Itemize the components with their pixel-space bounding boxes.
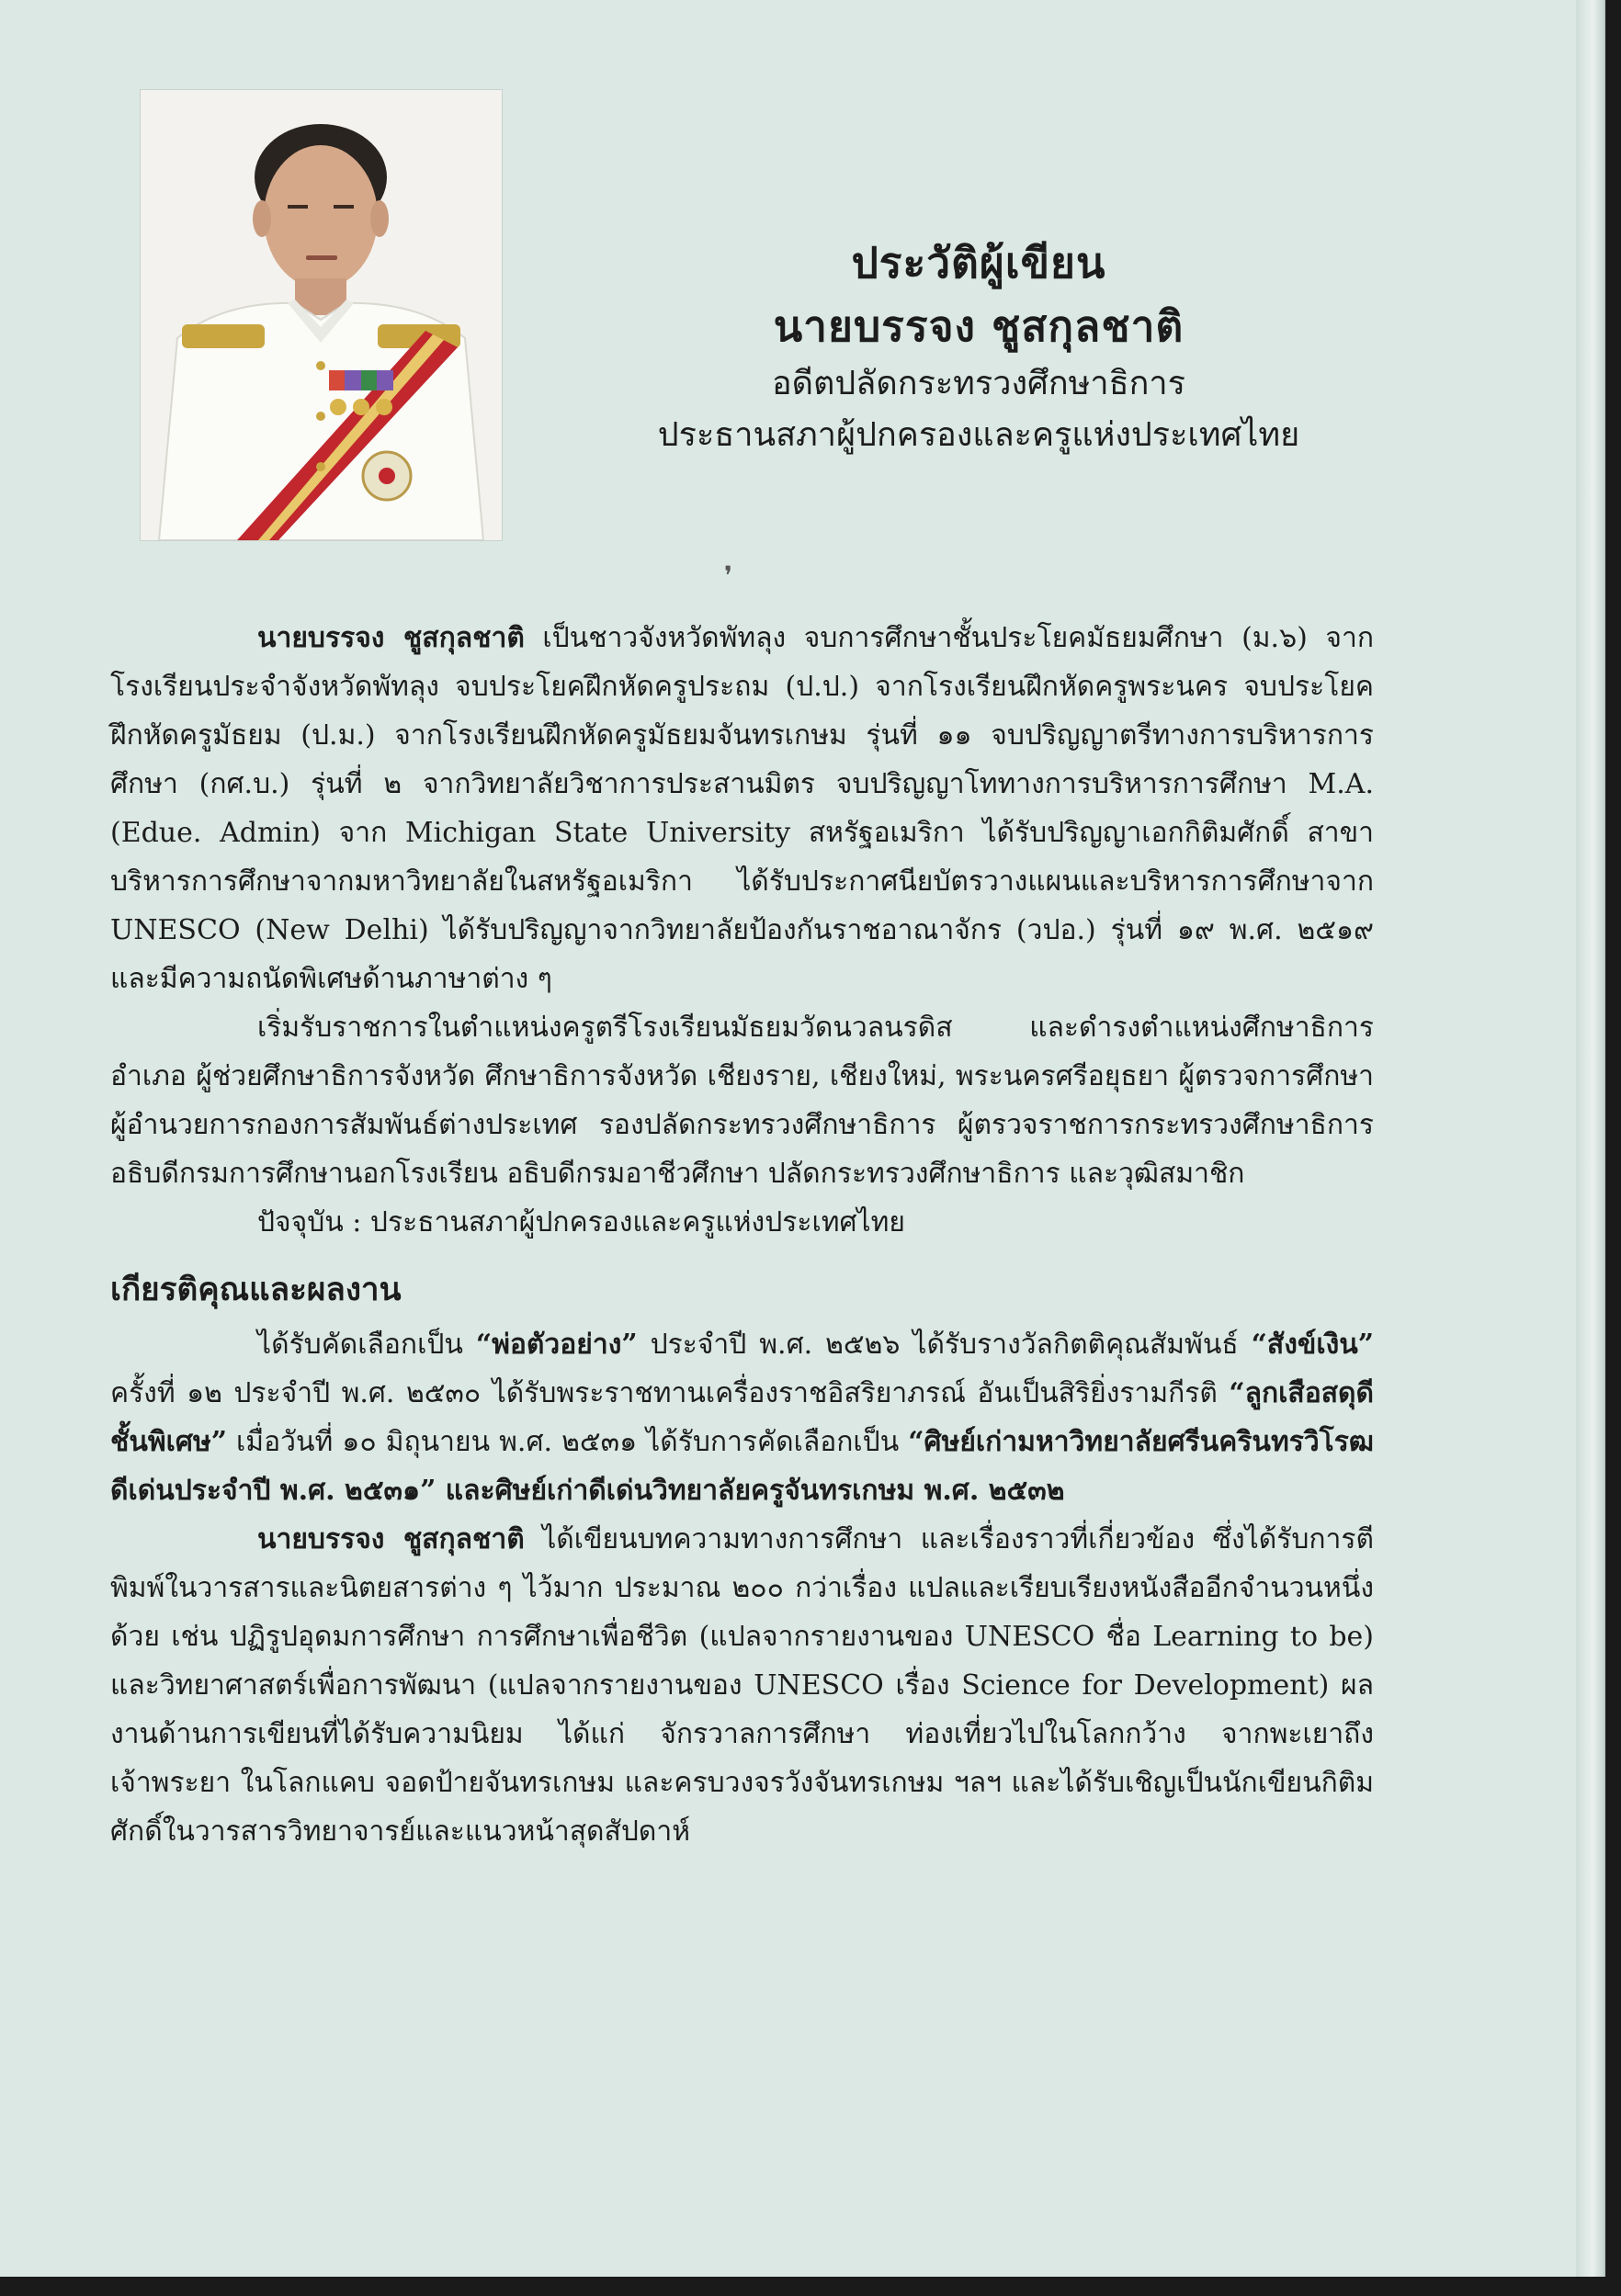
bio-paragraph-education: [110, 614, 1374, 1003]
honors-text-4: เมื่อวันที่ ๑๐ มิถุนายน พ.ศ. ๒๕๓๑ ได้รับการคัดเลือกเป็น: [226, 1426, 909, 1458]
honors-bold-4: “ศิษย์เก่ามหาวิทยาลัยศรีนครินทรวิโรฒดีเด่นประจำปี พ.ศ. ๒๕๓๑” และศิษย์เก่าดีเด่นวิทยาลัยครูจันทรเกษม พ.ศ. ๒๕๓๒: [110, 1426, 1374, 1507]
page-title: ประวัติผู้เขียน: [851, 238, 1106, 288]
bio-paragraph-career: เริ่มรับราชการในตำแหน่งครูตรีโรงเรียนมัธยมวัดนวลนรดิส และดำรงตำแหน่งศึกษาธิการอำเภอ ผู้ช่วยศึกษาธิการจังหวัด ศึกษาธิการจังหวัด เชียงราย, เชียงใหม่, พระนครศรีอยุธยา ผู้ตรวจการศึกษา ผู้อำนวยการกองการสัมพันธ์ต่างประเทศ รองปลัดกระทรวงศึกษาธิการ ผู้ตรวจราชการกระทรวงศึกษาธิการ อธิบดีกรมการศึกษานอกโรงเรียน อธิบดีกรมอาชีวศึกษา ปลัดกระทรวงศึกษาธิการ และวุฒิสมาชิก: [110, 1012, 1374, 1190]
honors-bold-2: “สังข์เงิน”: [1251, 1329, 1375, 1361]
honors-paragraph-awards: [110, 1320, 1374, 1515]
honors-text-3: ครั้งที่ ๑๒ ประจำปี พ.ศ. ๒๕๓๐ ได้รับพระราชทานเครื่องราชอิสริยาภรณ์ อันเป็นสิริยิ่งรามกีรติ: [110, 1377, 1230, 1409]
author-name: นายบรรจง ชูสกุลชาติ: [773, 301, 1185, 351]
author-role-current: ประธานสภาผู้ปกครองและครูแห่งประเทศไทย: [657, 415, 1300, 454]
bio-education-text: เป็นชาวจังหวัดพัทลุง จบการศึกษาชั้นประโยคมัธยมศึกษา (ม.๖) จากโรงเรียนประจำจังหวัดพัทลุง จบประโยคฝึกหัดครูประถม (ป.ป.) จากโรงเรียนฝึกหัดครูพระนคร จบประโยคฝึกหัดครูมัธยม (ป.ม.) จากโรงเรียนฝึกหัดครูมัธยมจันทรเกษม รุ่นที่ ๑๑ จบปริญญาตรีทางการบริหารการศึกษา (กศ.บ.) รุ่นที่ ๒ จากวิทยาลัยวิชาการประสานมิตร จบปริญญาโททางการบริหารการศึกษา M.A. (Edue. Admin) จาก Michigan State University สหรัฐอเมริกา ได้รับปริญญาเอกกิติมศักดิ์ สาขาบริหารการศึกษาจากมหาวิทยาลัยในสหรัฐอเมริกา ได้รับประกาศนียบัตรวางแผนและบริหารการศึกษาจาก UNESCO (New Delhi) ได้รับปริญญาจากวิทยาลัยป้องกันราชอาณาจักร (วปอ.) รุ่นที่ ๑๙ พ.ศ. ๒๕๑๙ และมีความถนัดพิเศษด้านภาษาต่าง ๆ: [110, 622, 1374, 995]
author-portrait: [140, 89, 503, 541]
honors-text-2: ประจำปี พ.ศ. ๒๕๒๖ ได้รับรางวัลกิตติคุณสัมพันธ์: [637, 1329, 1252, 1361]
print-mark: ❜: [724, 560, 733, 591]
honors-text-1: ได้รับคัดเลือกเป็น: [257, 1329, 476, 1361]
biography-body: [110, 614, 1374, 1856]
author-role-former: อดีตปลัดกระทรวงศึกษาธิการ: [772, 365, 1185, 402]
honors-writing-text: ได้เขียนบทความทางการศึกษา และเรื่องราวที่เกี่ยวข้อง ซึ่งได้รับการตีพิมพ์ในวารสารและนิตยสารต่าง ๆ ไว้มาก ประมาณ ๒๐๐ กว่าเรื่อง แปลและเรียบเรียงหนังสืออีกจำนวนหนึ่งด้วย เช่น ปฏิรูปอุดมการศึกษา การศึกษาเพื่อชีวิต (แปลจากรายงานของ UNESCO ชื่อ Learning to be) และวิทยาศาสตร์เพื่อการพัฒนา (แปลจากรายงานของ UNESCO เรื่อง Science for Development) ผลงานด้านการเขียนที่ได้รับความนิยม ได้แก่ จักรวาลการศึกษา ท่องเที่ยวไปในโลกกว้าง จากพะเยาถึงเจ้าพระยา ในโลกแคบ จอดป้ายจันทรเกษม และครบวงจรวังจันทรเกษม ฯลฯ และได้รับเชิญเป็นนักเขียนกิติมศักดิ์ในวารสารวิทยาจารย์และแนวหน้าสุดสัปดาห์: [110, 1523, 1374, 1848]
bio-paragraph-current: ปัจจุบัน : ประธานสภาผู้ปกครองและครูแห่งประเทศไทย: [257, 1206, 905, 1238]
book-spine-edge: [1576, 0, 1604, 2277]
honors-bold-3: “ลูกเสือสดุดีชั้นพิเศษ”: [110, 1377, 1374, 1458]
honors-bold-1: “พ่อตัวอย่าง”: [475, 1329, 638, 1361]
honors-name-bold: นายบรรจง ชูสกุลชาติ: [257, 1523, 525, 1555]
honors-paragraph-writing: [110, 1515, 1374, 1856]
bio-name-bold: นายบรรจง ชูสกุลชาติ: [257, 622, 525, 654]
honors-heading: เกียรติคุณและผลงาน: [110, 1271, 402, 1308]
title-block: [515, 232, 1443, 461]
